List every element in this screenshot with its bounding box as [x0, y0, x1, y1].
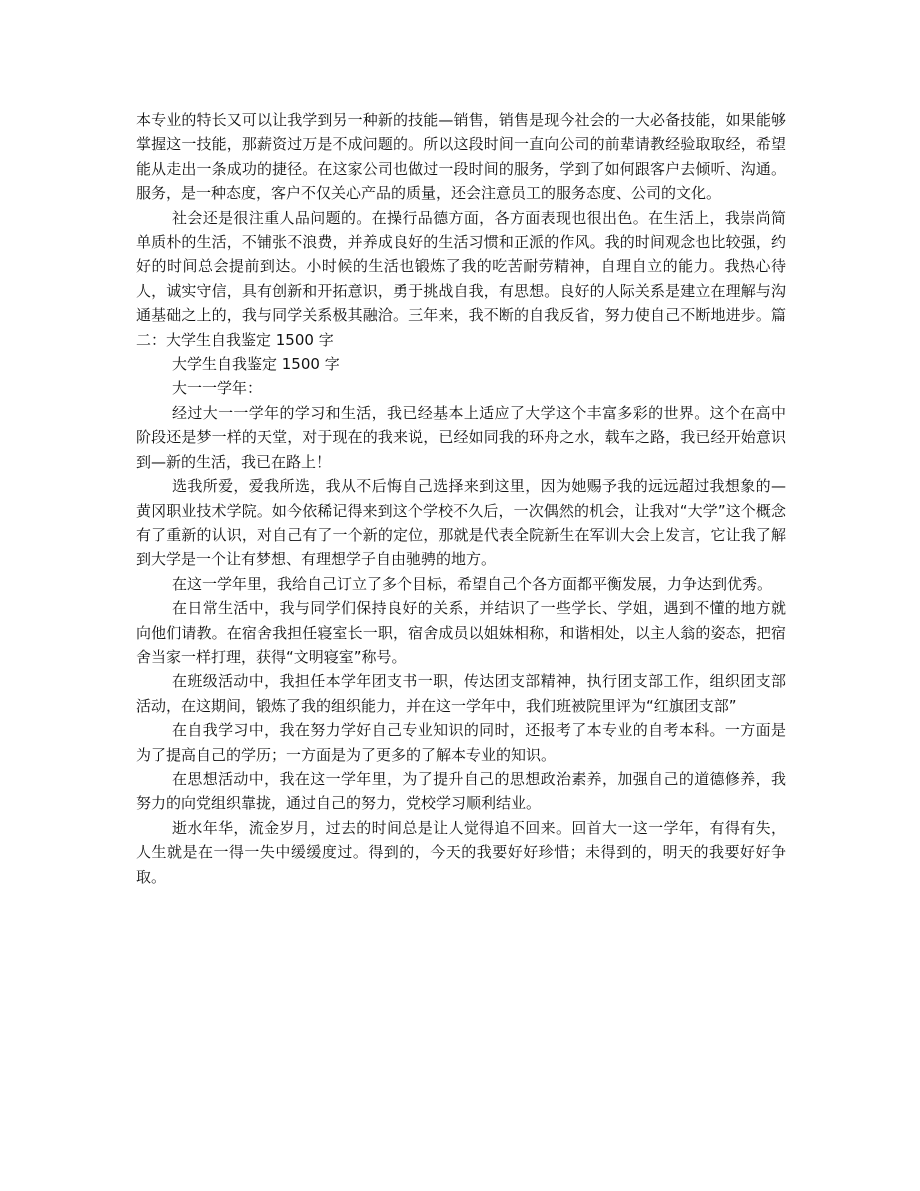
subsection-heading: 大一一学年：	[172, 379, 263, 398]
paragraph-9: 在班级活动中，我担任本学年团支书一职，传达团支部精神，执行团支部工作，组织团支部活动，在这期间，锻炼了我的组织能力，并在这一学年中，我们班被院里评为“红旗团支部”	[136, 672, 786, 715]
paragraph-1: 本专业的特长又可以让我学到另一种新的技能—销售，销售是现今社会的一大必备技能，如果能够掌握这一技能，那薪资过万是不成问题的。所以这段时间一直向公司的前辈请教经验取取经，希望能从走出一条成功的捷径。在这家公司也做过一段时间的服务，学到了如何跟客户去倾听、沟通。服务，是一种态度，客户不仅关心产品的质量，还会注意员工的服务态度、公司的文化。	[136, 111, 786, 203]
paragraph-5: 经过大一一学年的学习和生活，我已经基本上适应了大学这个丰富多彩的世界。这个在高中阶段还是梦一样的天堂，对于现在的我来说，已经如同我的环舟之水，载车之路，我已经开始意识到—新的生活，我已在路上！	[136, 403, 786, 471]
paragraph-10: 在自我学习中，我在努力学好自己专业知识的同时，还报考了本专业的自考本科。一方面是为了提高自己的学历；一方面是为了更多的了解本专业的知识。	[136, 721, 786, 764]
section-title: 大学生自我鉴定 1500 字	[172, 355, 340, 374]
paragraph-2: 社会还是很注重人品问题的。在操行品德方面，各方面表现也很出色。在生活上，我崇尚简单质朴的生活，不铺张不浪费，并养成良好的生活习惯和正派的作风。我的时间观念也比较强，约好的时间总会提前到达。小时候的生活也锻炼了我的吃苦耐劳精神，自理自立的能力。我热心待人，诚实守信，具有创新和开拓意识，勇于挑战自我，有思想。良好的人际关系是建立在理解与沟通基础之上的，我与同学关系极其融洽。三年来，我不断的自我反省，努力使自己不断地进步。篇二：大学生自我鉴定 1500 字	[136, 208, 786, 349]
paragraph-8: 在日常生活中，我与同学们保持良好的关系，并结识了一些学长、学姐，遇到不懂的地方就向他们请教。在宿舍我担任寝室长一职，宿舍成员以姐妹相称，和谐相处，以主人翁的姿态，把宿舍当家一样打理，获得“文明寝室”称号。	[136, 599, 786, 666]
paragraph-7: 在这一学年里，我给自己订立了多个目标，希望自己个各方面都平衡发展，力争达到优秀。	[172, 574, 773, 593]
paragraph-11: 在思想活动中，我在这一学年里，为了提升自己的思想政治素养，加强自己的道德修养，我努力的向党组织靠拢，通过自己的努力，党校学习顺利结业。	[136, 769, 786, 813]
document-body	[136, 108, 786, 889]
paragraph-6: 选我所爱，爱我所选，我从不后悔自己选择来到这里，因为她赐予我的远远超过我想象的—黄冈职业技术学院。如今依稀记得来到这个学校不久后，一次偶然的机会，让我对“大学”这个概念有了重新的认识，对自己有了一个新的定位，那就是代表全院新生在军训大会上发言，它让我了解到大学是一个让有梦想、有理想学子自由驰骋的地方。	[136, 477, 786, 569]
paragraph-12: 逝水年华，流金岁月，过去的时间总是让人觉得追不回来。回首大一这一学年，有得有失，人生就是在一得一失中缓缓度过。得到的，今天的我要好好珍惜；未得到的，明天的我要好好争取。	[136, 818, 786, 886]
